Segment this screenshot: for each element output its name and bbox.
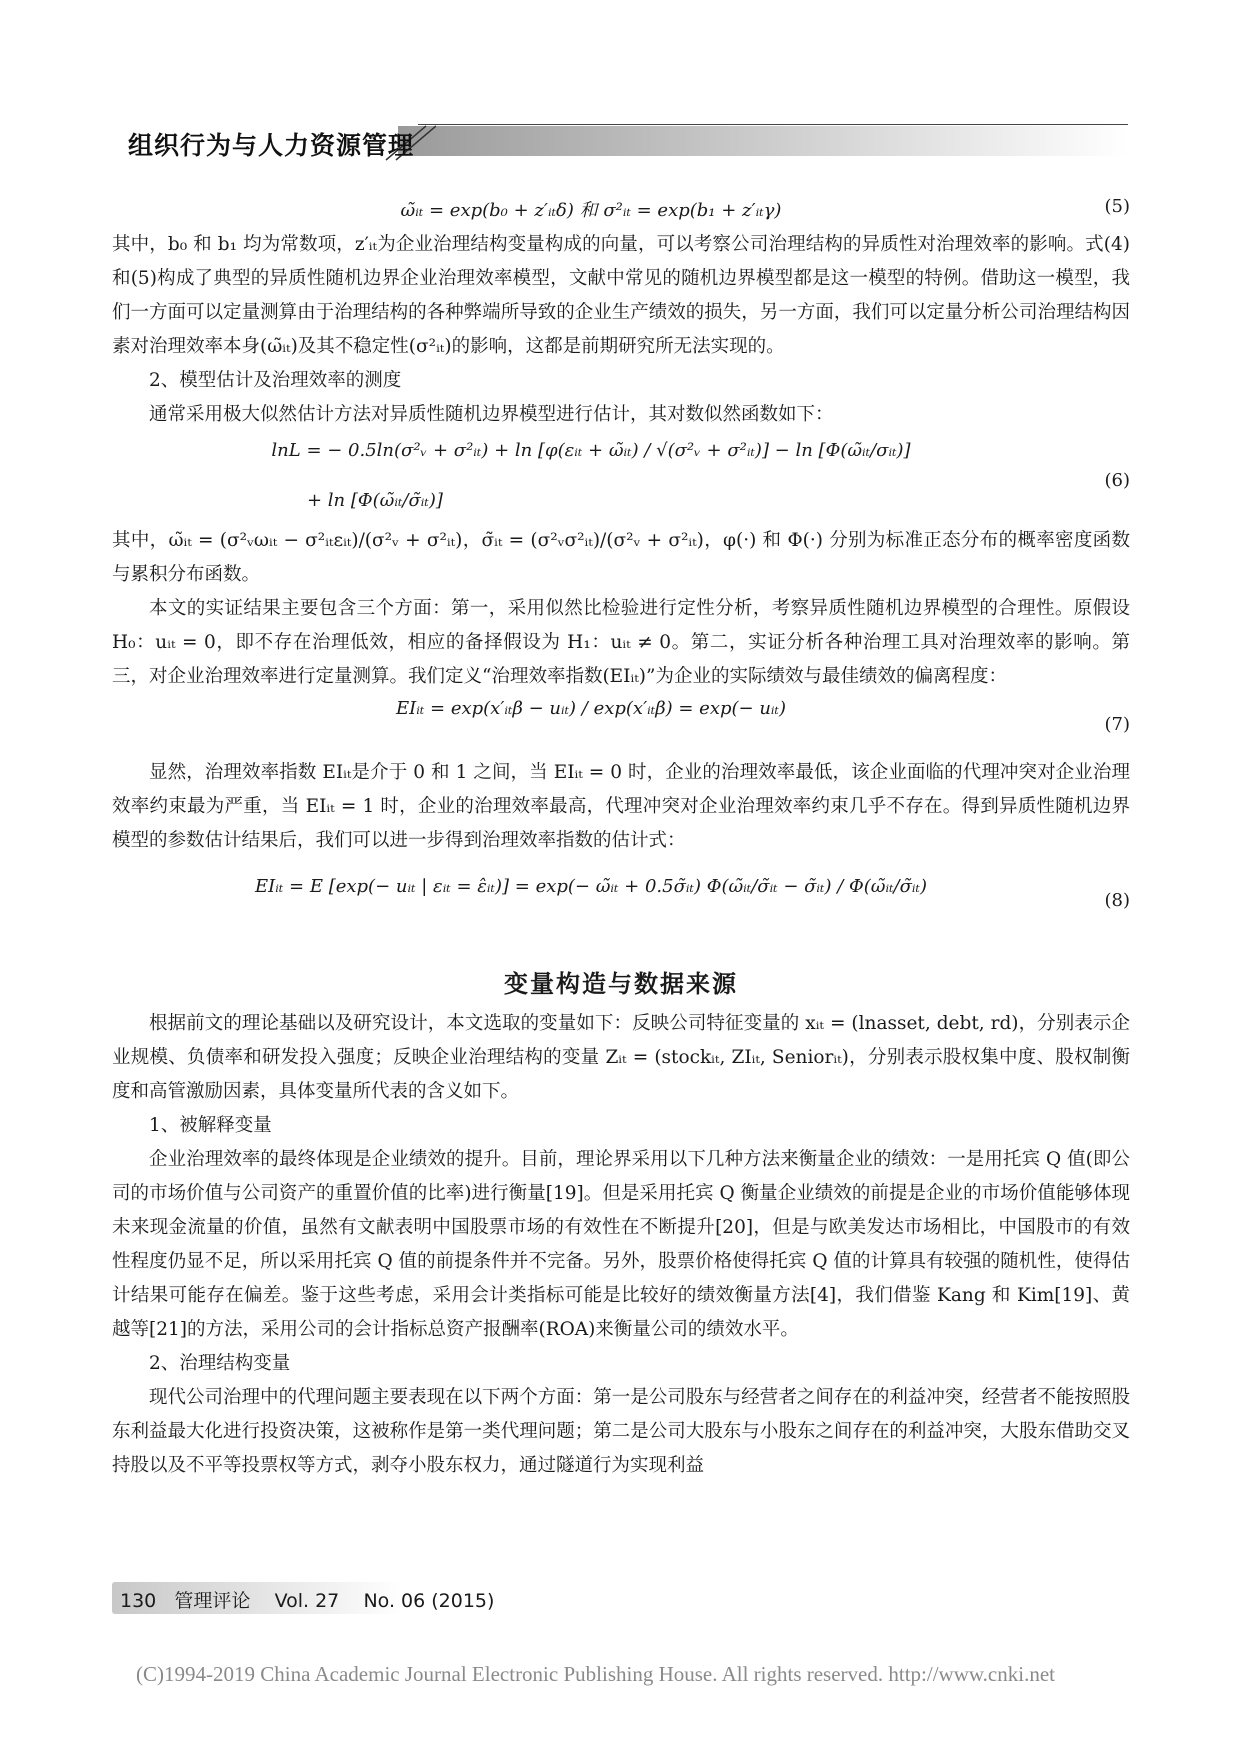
equation-6-line1: lnL = − 0.5ln(σ²ᵥ + σ²ᵢₜ) + ln [φ(εᵢₜ + ω̃ᵢₜ) / √(σ²ᵥ + σ²ᵢₜ)] − ln [Φ(ω̃ᵢₜ/σᵢₜ)] xyxy=(271,440,911,461)
journal-volume: Vol. 27 xyxy=(274,1590,340,1612)
subheading-dependent-variable: 1、被解释变量 xyxy=(149,1115,272,1136)
journal-issue: No. 06 (2015) xyxy=(363,1590,495,1612)
equation-5-number: (5) xyxy=(1104,196,1130,217)
section-heading: 变量构造与数据来源 xyxy=(504,970,738,998)
equation-6-line2: + ln [Φ(ω̃ᵢₜ/σ̃ᵢₜ)] xyxy=(307,490,443,511)
equation-5-body: ω̃ᵢₜ = exp(b₀ + z′ᵢₜδ) 和 σ²ᵢₜ = exp(b₁ + z′ᵢₜγ) xyxy=(400,200,782,221)
equation-6-number: (6) xyxy=(1104,470,1130,491)
article-body xyxy=(112,190,1130,1483)
copyright-watermark: (C)1994-2019 China Academic Journal Electronic Publishing House. All rights reserved. http://www.cnki.net xyxy=(136,1662,1055,1686)
equation-7 xyxy=(112,694,1130,756)
subheading-estimation: 2、模型估计及治理效率的测度 xyxy=(149,370,402,391)
paragraph-model-explanation: 其中，b₀ 和 b₁ 均为常数项，z′ᵢₜ为企业治理结构变量构成的向量，可以考察公司治理结构的异质性对治理效率的影响。式(4)和(5)构成了典型的异质性随机边界企业治理效率模型，文献中常见的随机边界模型都是这一模型的特例。借助这一模型，我们一方面可以定量测算由于治理结构的各种弊端所导致的企业生产绩效的损失，另一方面，我们可以定量分析公司治理结构因素对治理效率本身(ω̃ᵢₜ)及其不稳定性(σ²ᵢₜ)的影响，这都是前期研究所无法实现的。 xyxy=(112,234,1130,357)
paragraph-agency-problems: 现代公司治理中的代理问题主要表现在以下两个方面：第一是公司股东与经营者之间存在的利益冲突，经营者不能按照股东利益最大化进行投资决策，这被称作是第一类代理问题；第二是公司大股东与小股东之间存在的利益冲突，大股东借助交叉持股以及不平等投票权等方式，剥夺小股东权力，通过隧道行为实现利益 xyxy=(112,1387,1130,1476)
page-number: 130 xyxy=(120,1590,157,1612)
running-header xyxy=(118,112,1128,160)
paragraph-efficiency-index: 显然，治理效率指数 EIᵢₜ是介于 0 和 1 之间，当 EIᵢₜ = 0 时，企业的治理效率最低，该企业面临的代理冲突对企业治理效率约束最为严重，当 EIᵢₜ = 1 时，企业的治理效率最高，代理冲突对企业治理效率约束几乎不存在。得到异质性随机边界模型的参数估计结果后，我们可以进一步得到治理效率指数的估计式： xyxy=(112,762,1130,851)
subheading-governance-variables: 2、治理结构变量 xyxy=(149,1353,291,1374)
paragraph-definitions: 其中，ω̃ᵢₜ = (σ²ᵥωᵢₜ − σ²ᵢₜεᵢₜ)/(σ²ᵥ + σ²ᵢₜ)，σ̃ᵢₜ = (σ²ᵥσ²ᵢₜ)/(σ²ᵥ + σ²ᵢₜ)，φ(·) 和 Φ(·) 分别为标准正态分布的概率密度函数与累积分布函数。 xyxy=(112,530,1130,585)
equation-6 xyxy=(112,432,1130,524)
header-shade-bar xyxy=(398,126,1128,156)
equation-5 xyxy=(112,190,1130,228)
equation-8-number: (8) xyxy=(1104,890,1130,911)
header-rule xyxy=(418,124,1128,125)
equation-8-body: EIᵢₜ = E [exp(− uᵢₜ | εᵢₜ = ε̂ᵢₜ)] = exp(− ω̃ᵢₜ + 0.5σ̃ᵢₜ) Φ(ω̃ᵢₜ/σ̃ᵢₜ − σ̃ᵢₜ) / Φ(ω̃ᵢₜ/σ̃ᵢₜ) xyxy=(255,876,927,897)
equation-8 xyxy=(112,868,1130,946)
paragraph-likelihood-intro: 通常采用极大似然估计方法对异质性随机边界模型进行估计，其对数似然函数如下： xyxy=(149,404,834,425)
equation-7-body: EIᵢₜ = exp(x′ᵢₜβ − uᵢₜ) / exp(x′ᵢₜβ) = exp(− uᵢₜ) xyxy=(395,698,787,719)
journal-name: 管理评论 xyxy=(174,1590,251,1612)
equation-7-number: (7) xyxy=(1104,714,1130,735)
section-category-title: 组织行为与人力资源管理 xyxy=(128,131,415,160)
paragraph-performance-measure: 企业治理效率的最终体现是企业绩效的提升。目前，理论界采用以下几种方法来衡量企业的绩效：一是用托宾 Q 值(即公司的市场价值与公司资产的重置价值的比率)进行衡量[19]。但是采用托宾 Q 衡量企业绩效的前提是企业的市场价值能够体现未来现金流量的价值，虽然有文献表明中国股票市场的有效性在不断提升[20]，但是与欧美发达市场相比，中国股市的有效性程度仍显不足，所以采用托宾 Q 值的前提条件并不完备。另外，股票价格使得托宾 Q 值的计算具有较强的随机性，使得估计结果可能存在偏差。鉴于这些考虑，采用会计类指标可能是比较好的绩效衡量方法[4]，我们借鉴 Kang 和 Kim[19]、黄越等[21]的方法，采用公司的会计指标总资产报酬率(ROA)来衡量公司的绩效水平。 xyxy=(112,1149,1130,1340)
paragraph-empirical-results: 本文的实证结果主要包含三个方面：第一，采用似然比检验进行定性分析，考察异质性随机边界模型的合理性。原假设 H₀：uᵢₜ = 0，即不存在治理低效，相应的备择假设为 H₁：uᵢₜ ≠ 0。第二，实证分析各种治理工具对治理效率的影响。第三，对企业治理效率进行定量测算。我们定义“治理效率指数(EIᵢₜ)”为企业的实际绩效与最佳绩效的偏离程度： xyxy=(112,598,1130,687)
page-footer xyxy=(112,1578,712,1618)
paragraph-variable-selection: 根据前文的理论基础以及研究设计，本文选取的变量如下：反映公司特征变量的 xᵢₜ = (lnasset, debt, rd)，分别表示企业规模、负债率和研发投入强度；反映企业治理结构的变量 Zᵢₜ = (stockᵢₜ, ZIᵢₜ, Seniorᵢₜ)，分别表示股权集中度、股权制衡度和高管激励因素，具体变量所代表的含义如下。 xyxy=(112,1013,1130,1102)
